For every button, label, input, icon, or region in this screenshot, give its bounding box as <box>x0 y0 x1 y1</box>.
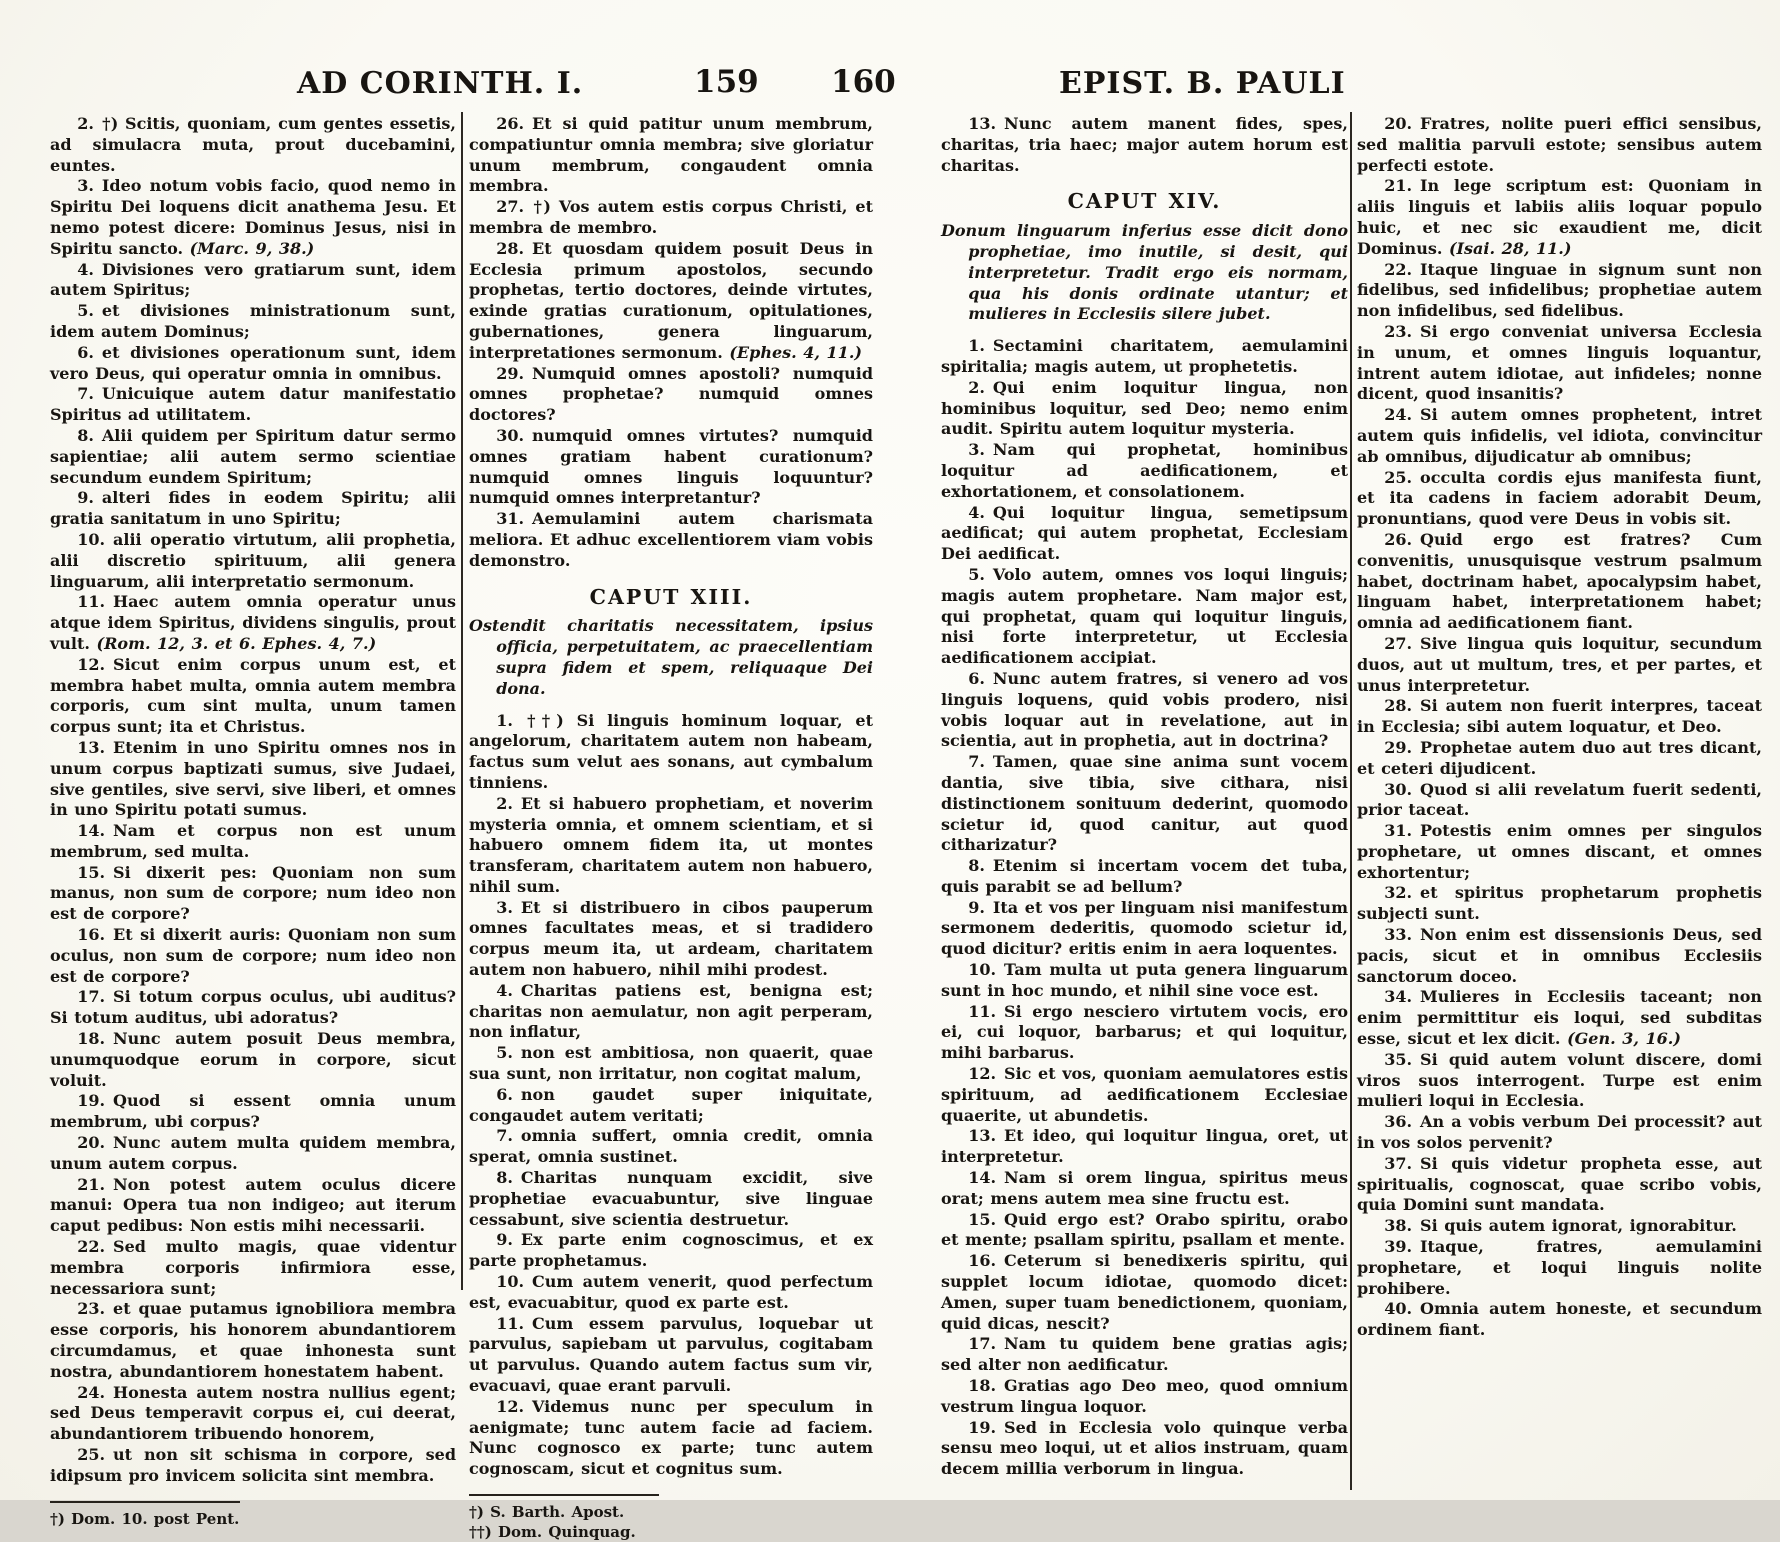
verse-number: 7. <box>968 752 985 772</box>
verse-paragraph: 2. Et si habuero prophetiam, et noverim mysteria omnia, et omnem scientiam, et si habuero omnem fidem ita, ut montes transferam, charitatem autem non habuero, nihil sum. <box>469 793 873 896</box>
verse-paragraph: 29. Prophetae autem duo aut tres dicant, et ceteri dijudicent. <box>1357 737 1762 778</box>
verse-number: 6. <box>968 668 985 688</box>
verse-number: 17. <box>77 987 106 1007</box>
verse-paragraph: 1. ††) Si linguis hominum loquar, et angelorum, charitatem autem non habeam, factus sum velut aes sonans, aut cymbalum tinniens. <box>469 710 873 792</box>
left-page-title: AD CORINTH. I. <box>297 66 584 101</box>
text-column-2 <box>469 114 873 1542</box>
verse-paragraph: 15. Si dixerit pes: Quoniam non sum manus, non sum de corpore; num ideo non est de corpore? <box>50 862 456 924</box>
footnote: ††) Dom. Quinquag. <box>469 1523 636 1541</box>
verse-number: 2. <box>77 114 94 133</box>
verse-paragraph: 6. et divisiones operationum sunt, idem vero Deus, qui operatur omnia in omnibus. <box>50 342 456 383</box>
verse-paragraph: 17. Si totum corpus oculus, ubi auditus? Si totum auditus, ubi adoratus? <box>50 987 456 1028</box>
verse-number: 20. <box>1384 114 1413 133</box>
verse-paragraph: 8. Alii quidem per Spiritum datur sermo sapientiae; alii autem sermo scientiae secundum eundem Spiritum; <box>50 425 456 487</box>
verse-paragraph: 16. Et si dixerit auris: Quoniam non sum oculus, non sum de corpore; num ideo non est de corpore? <box>50 925 456 986</box>
verse-number: 25. <box>77 1445 106 1464</box>
scripture-ref: (Rom. 12, 3. et 6. Ephes. 4, 7.) <box>96 633 377 653</box>
verse-paragraph: 13. Et ideo, qui loquitur lingua, oret, ut interpretetur. <box>941 1126 1348 1167</box>
verse-number: 18. <box>968 1376 997 1396</box>
verse-paragraph: 5. non est ambitiosa, non quaerit, quae sua sunt, non irritatur, non cogitat malum, <box>469 1043 873 1084</box>
verse-paragraph: 27. Sive lingua quis loquitur, secundum duos, aut ut multum, tres, et per partes, et unus interpretetur. <box>1357 633 1762 695</box>
verse-paragraph: 25. occulta cordis ejus manifesta fiunt, et ita cadens in faciem adorabit Deum, pronuntians, quod vere Deus in vobis sit. <box>1357 467 1762 529</box>
verse-number: 13. <box>77 737 106 757</box>
verse-number: 13. <box>968 1126 997 1146</box>
verse-number: 15. <box>77 862 106 882</box>
verse-paragraph: 20. Nunc autem multa quidem membra, unum autem corpus. <box>50 1133 456 1173</box>
text-column-4 <box>1357 114 1762 1341</box>
verse-paragraph: 8. Charitas nunquam excidit, sive prophetiae evacuabuntur, sive linguae cessabunt, sive scientia destruetur. <box>469 1168 873 1229</box>
verse-number: 19. <box>77 1091 106 1111</box>
scripture-ref: (Gen. 3, 16.) <box>1567 1029 1681 1049</box>
verse-number: 15. <box>968 1209 997 1229</box>
verse-number: 1. <box>496 710 513 730</box>
right-page-number: 160 <box>831 64 896 100</box>
verse-paragraph: 31. Potestis enim omnes per singulos prophetare, ut omnes discant, et omnes exhortentur; <box>1357 821 1762 882</box>
verse-paragraph: 7. omnia suffert, omnia credit, omnia sperat, omnia sustinet. <box>469 1126 873 1167</box>
verse-paragraph: 16. Ceterum si benedixeris spiritu, qui supplet locum idiotae, quomodo dicet: Amen, super tuam benedictionem, quoniam, quid dicas, nescit? <box>941 1251 1348 1333</box>
verse-number: 8. <box>496 1168 513 1188</box>
text-column-1 <box>50 114 456 1529</box>
verse-number: 3. <box>968 440 985 460</box>
verse-paragraph: 9. alteri fides in eodem Spiritu; alii gratia sanitatum in uno Spiritu; <box>50 488 456 529</box>
verse-number: 12. <box>496 1396 525 1416</box>
verse-paragraph: 35. Si quid autem volunt discere, domi viros suos interrogent. Turpe est enim mulieri loqui in Ecclesia. <box>1357 1049 1762 1111</box>
verse-number: 11. <box>77 592 106 612</box>
footnote: †) S. Barth. Apost. <box>469 1503 625 1521</box>
verse-number: 34. <box>1384 987 1413 1007</box>
chapter-summary: Donum linguarum inferius esse dicit dono prophetiae, imo inutile, si desit, qui interpretetur. Tradit ergo eis normam, qua his donis ordinate utantur; et mulieres in Ecclesiis silere jubet. <box>941 221 1348 324</box>
verse-paragraph: 25. ut non sit schisma in corpore, sed idipsum pro invicem solicita sint membra. <box>50 1445 456 1485</box>
verse-paragraph: 3. Nam qui prophetat, hominibus loquitur ad aedificationem, et exhortationem, et consolationem. <box>941 440 1348 501</box>
verse-number: 17. <box>968 1334 997 1354</box>
verse-paragraph: 20. Fratres, nolite pueri effici sensibus, sed malitia parvuli estote; sensibus autem perfecti estote. <box>1357 114 1762 175</box>
verse-number: 5. <box>496 1043 513 1063</box>
verse-number: 37. <box>1384 1153 1413 1173</box>
verse-number: 22. <box>77 1237 106 1257</box>
verse-paragraph: 34. Mulieres in Ecclesiis taceant; non enim permittitur eis loqui, sed subditas esse, sicut et lex dicit. (Gen. 3, 16.) <box>1357 987 1762 1049</box>
chapter-heading: CAPUT XIII. <box>589 584 753 609</box>
verse-paragraph: 18. Nunc autem posuit Deus membra, unumquodque eorum in corpore, sicut voluit. <box>50 1029 456 1090</box>
verse-number: 38. <box>1384 1216 1413 1236</box>
verse-paragraph: 32. et spiritus prophetarum prophetis subjecti sunt. <box>1357 883 1762 924</box>
verse-paragraph: 22. Itaque linguae in signum sunt non fidelibus, sed infidelibus; prophetiae autem non infidelibus, sed fidelibus. <box>1357 259 1762 321</box>
verse-paragraph: 18. Gratias ago Deo meo, quod omnium vestrum lingua loquor. <box>941 1376 1348 1416</box>
verse-number: 28. <box>1384 696 1413 716</box>
verse-paragraph: 23. Si ergo conveniat universa Ecclesia in unum, et omnes linguis loquantur, intrent autem idiotae, aut infideles; nonne dicent, quod insanitis? <box>1357 321 1762 404</box>
verse-number: 11. <box>496 1313 525 1333</box>
verse-number: 35. <box>1384 1049 1413 1069</box>
verse-number: 7. <box>496 1126 513 1146</box>
verse-number: 9. <box>496 1230 513 1250</box>
column-divider-right-page <box>1350 112 1352 1490</box>
verse-paragraph: 19. Quod si essent omnia unum membrum, ubi corpus? <box>50 1091 456 1132</box>
verse-paragraph: 10. Cum autem venerit, quod perfectum est, evacuabitur, quod ex parte est. <box>469 1272 873 1312</box>
footnote: †) Dom. 10. post Pent. <box>50 1509 240 1528</box>
verse-paragraph: 14. Nam si orem lingua, spiritus meus orat; mens autem mea sine fructu est. <box>941 1168 1348 1208</box>
verse-paragraph: 10. alii operatio virtutum, alii prophetia, alii discretio spirituum, alii genera linguarum, alii interpretatio sermonum. <box>50 529 456 591</box>
chapter-heading: CAPUT XIV. <box>1067 189 1222 214</box>
verse-paragraph: 1. Sectamini charitatem, aemulamini spiritalia; magis autem, ut prophetetis. <box>941 336 1348 376</box>
verse-paragraph: 14. Nam et corpus non est unum membrum, sed multa. <box>50 821 456 861</box>
verse-number: 11. <box>968 1001 997 1021</box>
verse-number: 31. <box>1384 821 1413 841</box>
verse-paragraph: 24. Si autem omnes prophetent, intret autem quis infidelis, vel idiota, convincitur ab omnibus, dijudicatur ab omnibus; <box>1357 405 1762 466</box>
verse-number: 27. <box>496 197 525 217</box>
verse-paragraph: 8. Etenim si incertam vocem det tuba, quis parabit se ad bellum? <box>941 856 1348 896</box>
verse-number: 6. <box>77 342 94 362</box>
footnote-rule <box>469 1494 659 1496</box>
verse-paragraph: 30. numquid omnes virtutes? numquid omnes gratiam habent curationum? numquid omnes linguis loquuntur? numquid omnes interpretantur? <box>469 425 873 508</box>
verse-number: 30. <box>1384 779 1413 799</box>
chapter-summary: Ostendit charitatis necessitatem, ipsius officia, perpetuitatem, ac praecellentiam supra fidem et spem, reliquaque Dei dona. <box>469 616 873 698</box>
verse-paragraph: 2. Qui enim loquitur lingua, non hominibus loquitur, sed Deo; nemo enim audit. Spiritu autem loquitur mysteria. <box>941 377 1348 439</box>
verse-paragraph: 11. Si ergo nesciero virtutem vocis, ero ei, cui loquor, barbarus; et qui loquitur, mihi barbarus. <box>941 1001 1348 1063</box>
verse-paragraph: 26. Quid ergo est fratres? Cum convenitis, unusquisque vestrum psalmum habet, doctrinam habet, apocalypsim habet, linguam habet, interpretationem habet; omnia ad aedificationem fiant. <box>1357 529 1762 633</box>
verse-number: 3. <box>77 176 94 196</box>
verse-paragraph: 2. †) Scitis, quoniam, cum gentes essetis, ad simulacra muta, prout ducebamini, euntes. <box>50 114 456 175</box>
verse-number: 9. <box>77 488 94 508</box>
verse-number: 32. <box>1384 883 1413 903</box>
verse-paragraph: 9. Ita et vos per linguam nisi manifestum sermonem dederitis, quomodo scietur id, quod dicitur? eritis enim in aera loquentes. <box>941 897 1348 959</box>
footnotes <box>50 1501 456 1529</box>
verse-number: 30. <box>496 425 525 445</box>
verse-number: 27. <box>1384 633 1413 653</box>
verse-paragraph: 11. Haec autem omnia operatur unus atque idem Spiritus, dividens singulis, prout vult. (Rom. 12, 3. et 6. Ephes. 4, 7.) <box>50 592 456 653</box>
verse-number: 29. <box>496 363 525 383</box>
verse-paragraph: 7. Unicuique autem datur manifestatio Spiritus ad utilitatem. <box>50 384 456 425</box>
verse-paragraph: 21. Non potest autem oculus dicere manui: Opera tua non indigeo; aut iterum caput pedibus: Non estis mihi necessarii. <box>50 1174 456 1236</box>
verse-number: 2. <box>968 377 985 397</box>
left-page-number: 159 <box>694 64 759 100</box>
verse-paragraph: 4. Charitas patiens est, benigna est; charitas non aemulatur, non agit perperam, non inflatur, <box>469 980 873 1042</box>
verse-number: 10. <box>968 960 997 980</box>
verse-paragraph: 28. Et quosdam quidem posuit Deus in Ecclesia primum apostolos, secundo prophetas, tertio doctores, deinde virtutes, exinde gratias curationum, opitulationes, gubernationes, genera linguarum, interpretationes sermonum. (Ephes. 4, 11.) <box>469 238 873 362</box>
scripture-ref: (Isai. 28, 11.) <box>1448 238 1572 258</box>
verse-number: 23. <box>1384 321 1413 341</box>
verse-number: 8. <box>968 856 985 876</box>
verse-number: 1. <box>968 336 985 356</box>
verse-number: 4. <box>77 259 94 279</box>
verse-paragraph: 33. Non enim est dissensionis Deus, sed pacis, sicut et in omnibus Ecclesiis sanctorum doceo. <box>1357 925 1762 986</box>
verse-paragraph: 10. Tam multa ut puta genera linguarum sunt in hoc mundo, et nihil sine voce est. <box>941 960 1348 1000</box>
verse-number: 5. <box>77 301 94 321</box>
verse-paragraph: 13. Etenim in uno Spiritu omnes nos in unum corpus baptizati sumus, sive Judaei, sive gentiles, sive servi, sive liberi, et omnes in uno Spiritu potati sumus. <box>50 737 456 820</box>
verse-paragraph: 31. Aemulamini autem charismata meliora. Et adhuc excellentiorem viam vobis demonstro. <box>469 509 873 570</box>
verse-number: 8. <box>77 425 94 445</box>
verse-paragraph: 5. Volo autem, omnes vos loqui linguis; magis autem prophetare. Nam major est, qui prophetat, quam qui loquitur linguis, nisi forte interpretetur, ut Ecclesia aedificationem accipiat. <box>941 564 1348 668</box>
verse-number: 10. <box>496 1272 525 1292</box>
verse-number: 10. <box>77 529 106 549</box>
verse-paragraph: 15. Quid ergo est? Orabo spiritu, orabo et mente; psallam spiritu, psallam et mente. <box>941 1209 1348 1250</box>
verse-number: 39. <box>1384 1237 1413 1257</box>
verse-number: 14. <box>77 821 106 841</box>
verse-paragraph: 29. Numquid omnes apostoli? numquid omnes prophetae? numquid omnes doctores? <box>469 363 873 425</box>
verse-number: 26. <box>496 114 525 133</box>
verse-paragraph: 36. An a vobis verbum Dei processit? aut in vos solos pervenit? <box>1357 1112 1762 1153</box>
verse-paragraph: 38. Si quis autem ignorat, ignorabitur. <box>1384 1216 1737 1236</box>
verse-number: 24. <box>1384 405 1413 425</box>
verse-paragraph: 17. Nam tu quidem bene gratias agis; sed alter non aedificatur. <box>941 1334 1348 1375</box>
verse-number: 33. <box>1384 925 1413 945</box>
verse-number: 26. <box>1384 529 1413 549</box>
verse-number: 20. <box>77 1133 106 1153</box>
verse-number: 12. <box>77 654 106 674</box>
scripture-ref: (Marc. 9, 38.) <box>189 238 315 258</box>
verse-paragraph: 26. Et si quid patitur unum membrum, compatiuntur omnia membra; sive gloriatur unum membrum, congaudent omnia membra. <box>469 114 873 196</box>
verse-paragraph: 11. Cum essem parvulus, loquebar ut parvulus, sapiebam ut parvulus, cogitabam ut parvulus. Quando autem factus sum vir, evacuavi, quae erant parvuli. <box>469 1313 873 1396</box>
verse-number: 3. <box>496 897 513 917</box>
verse-paragraph: 39. Itaque, fratres, aemulamini prophetare, et loqui linguis nolite prohibere. <box>1357 1237 1762 1298</box>
verse-paragraph: 12. Sicut enim corpus unum est, et membra habet multa, omnia autem membra corporis, cum sint multa, unum tamen corpus sunt; ita et Christus. <box>50 654 456 737</box>
verse-number: 6. <box>496 1084 513 1104</box>
verse-number: 12. <box>968 1064 997 1084</box>
verse-paragraph: 21. In lege scriptum est: Quoniam in aliis linguis et labiis aliis loquar populo huic, et nec sic exaudient me, dicit Dominus. (Isai. 28, 11.) <box>1357 176 1762 258</box>
right-page-title: EPIST. B. PAULI <box>1059 66 1346 101</box>
verse-number: 18. <box>77 1029 106 1049</box>
verse-paragraph: 22. Sed multo magis, quae videntur membra corporis infirmiora esse, necessariora sunt; <box>50 1237 456 1298</box>
verse-number: 25. <box>1384 467 1413 487</box>
verse-number: 22. <box>1384 259 1413 279</box>
verse-paragraph: 30. Quod si alii revelatum fuerit sedenti, prior taceat. <box>1357 779 1762 820</box>
footnotes <box>469 1494 873 1542</box>
verse-paragraph: 5. et divisiones ministrationum sunt, idem autem Dominus; <box>50 301 456 341</box>
verse-paragraph: 4. Qui loquitur lingua, semetipsum aedificat; qui autem prophetat, Ecclesiam Dei aedificat. <box>941 502 1348 564</box>
verse-number: 31. <box>496 509 525 529</box>
verse-number: 16. <box>968 1251 997 1271</box>
verse-number: 2. <box>496 793 513 813</box>
verse-number: 21. <box>77 1174 106 1194</box>
verse-paragraph: 28. Si autem non fuerit interpres, taceat in Ecclesia; sibi autem loquatur, et Deo. <box>1357 696 1762 737</box>
verse-paragraph: 6. Nunc autem fratres, si venero ad vos linguis loquens, quid vobis prodero, nisi vobis loquar aut in revelatione, aut in scientia, aut in prophetia, aut in doctrina? <box>941 668 1348 751</box>
verse-paragraph: 37. Si quis videtur propheta esse, aut spiritualis, cognoscat, quae scribo vobis, quia Domini sunt mandata. <box>1357 1153 1762 1215</box>
verse-paragraph: 24. Honesta autem nostra nullius egent; sed Deus temperavit corpus ei, cui deerat, abundantiorem tribuendo honorem, <box>50 1382 456 1444</box>
verse-paragraph: 6. non gaudet super iniquitate, congaudet autem veritati; <box>469 1084 873 1125</box>
verse-paragraph: 3. Et si distribuero in cibos pauperum omnes facultates meas, et si tradidero corpus meum ita, ut ardeam, charitatem autem non habuero, nihil mihi prodest. <box>469 897 873 980</box>
scripture-ref: (Ephes. 4, 11.) <box>729 342 862 362</box>
verse-number: 16. <box>77 925 106 945</box>
verse-paragraph: 27. †) Vos autem estis corpus Christi, et membra de membro. <box>469 197 873 237</box>
column-divider-left-page <box>461 112 463 1290</box>
verse-number: 7. <box>77 384 94 404</box>
verse-number: 5. <box>968 564 985 584</box>
verse-number: 13. <box>968 114 997 133</box>
verse-paragraph: 12. Videmus nunc per speculum in aenigmate; tunc autem facie ad faciem. Nunc cognosco ex parte; tunc autem cognoscam, sicut et cognitus sum. <box>469 1396 873 1479</box>
verse-paragraph: 13. Nunc autem manent fides, spes, charitas, tria haec; major autem horum est charitas. <box>941 114 1348 175</box>
verse-paragraph: 19. Sed in Ecclesia volo quinque verba sensu meo loqui, ut et alios instruam, quam decem millia verborum in lingua. <box>941 1417 1348 1479</box>
verse-number: 28. <box>496 238 525 258</box>
verse-number: 40. <box>1384 1299 1413 1319</box>
verse-number: 9. <box>968 897 985 917</box>
verse-number: 36. <box>1384 1112 1413 1132</box>
verse-number: 14. <box>968 1168 997 1188</box>
verse-number: 23. <box>77 1299 106 1319</box>
verse-number: 24. <box>77 1382 106 1402</box>
verse-paragraph: 23. et quae putamus ignobiliora membra esse corporis, his honorem abundantiorem circumdamus, et quae inhonesta sunt nostra, abundantiorem honestatem habent. <box>50 1299 456 1381</box>
verse-paragraph: 40. Omnia autem honeste, et secundum ordinem fiant. <box>1357 1299 1762 1340</box>
text-column-3 <box>941 114 1348 1480</box>
verse-paragraph: 12. Sic et vos, quoniam aemulatores estis spirituum, ad aedificationem Ecclesiae quaerite, ut abundetis. <box>941 1064 1348 1125</box>
footnote-rule <box>50 1501 240 1503</box>
verse-number: 4. <box>968 502 985 522</box>
verse-paragraph: 4. Divisiones vero gratiarum sunt, idem autem Spiritus; <box>50 259 456 300</box>
verse-paragraph: 7. Tamen, quae sine anima sunt vocem dantia, sive tibia, sive cithara, nisi distinctionem sonituum dederint, quomodo scietur id, quod canitur, aut quod citharizatur? <box>941 752 1348 855</box>
verse-number: 19. <box>968 1417 997 1437</box>
verse-paragraph: 9. Ex parte enim cognoscimus, et ex parte prophetamus. <box>469 1230 873 1271</box>
verse-number: 29. <box>1384 737 1413 757</box>
verse-paragraph: 3. Ideo notum vobis facio, quod nemo in Spiritu Dei loquens dicit anathema Jesu. Et nemo potest dicere: Dominus Jesus, nisi in Spiritu sancto. (Marc. 9, 38.) <box>50 176 456 258</box>
verse-number: 21. <box>1384 176 1413 196</box>
verse-number: 4. <box>496 980 513 1000</box>
